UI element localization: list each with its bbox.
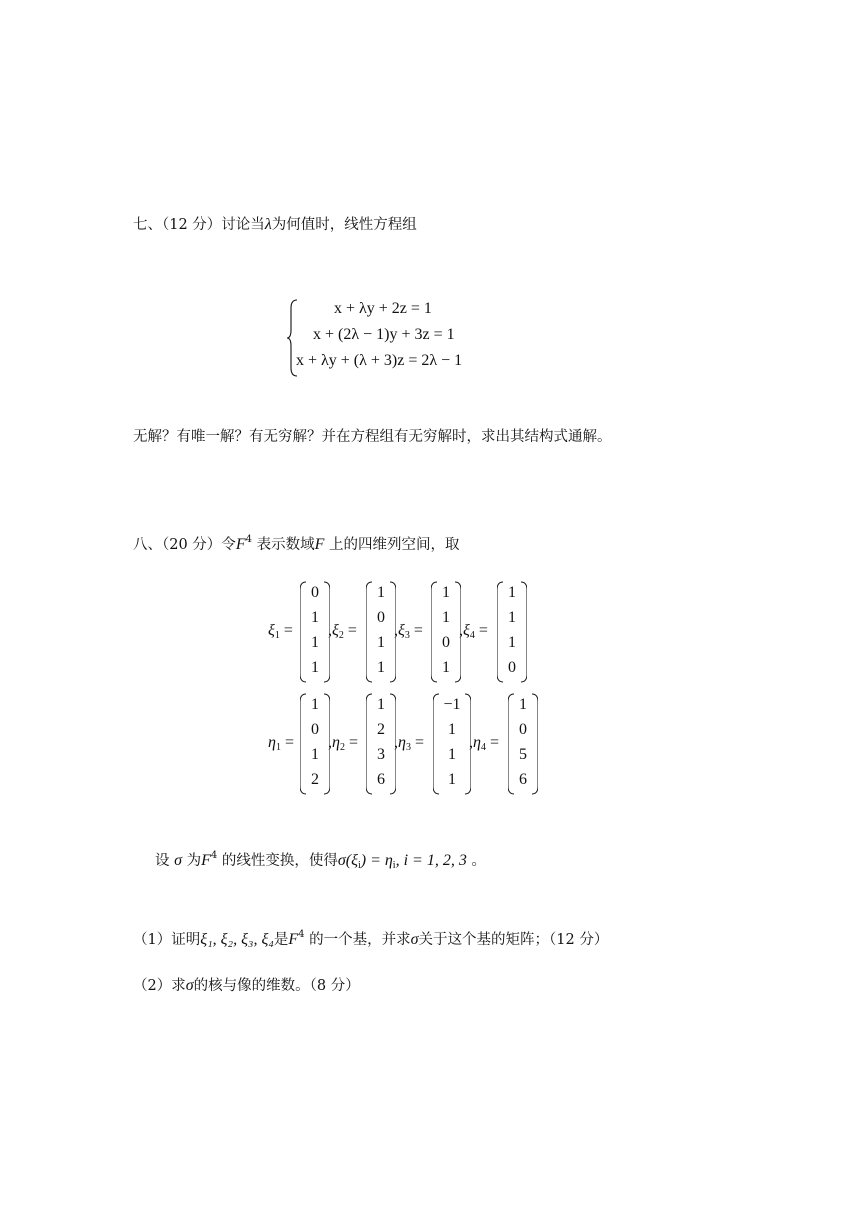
vector-entry: 0	[508, 659, 516, 676]
eta3-label: $,\eta_3$ =	[394, 734, 424, 753]
q8-sup4: 4	[245, 534, 252, 545]
vector-entry: 0	[311, 584, 319, 601]
q7-suffix: 为何值时，线性方程组	[271, 217, 417, 233]
vector-entry: 1	[311, 659, 319, 676]
part1-prefix: （1）证明	[133, 932, 201, 948]
eta1-vector	[300, 692, 330, 796]
vector-entry: 1	[508, 584, 516, 601]
q8-prefix: 八、（20 分）令	[133, 537, 236, 553]
eta3-vector	[433, 692, 471, 796]
q8-mid: 表示数域	[256, 537, 315, 553]
xi1-label: $\xi_1$ =	[268, 622, 293, 641]
vector-entry: 1	[442, 584, 450, 601]
vector-entry: −1	[443, 696, 461, 713]
q8-header	[133, 530, 459, 555]
vector-entry: 1	[311, 634, 319, 651]
vector-entry: 0	[519, 721, 527, 738]
vector-entry: 5	[519, 746, 527, 763]
vector-entry: 3	[377, 746, 385, 763]
q7-header	[133, 215, 417, 235]
q7-question: 无解？有唯一解？有无穷解？并在方程组有无穷解时，求出其结构式通解。	[133, 429, 612, 445]
let-sup4: 4	[210, 850, 218, 861]
q8-F: F	[235, 536, 246, 553]
xi2-vector	[366, 580, 396, 684]
vector-entry: 1	[442, 609, 450, 626]
part1-mid: 是	[273, 932, 289, 948]
vector-entry: 1	[311, 696, 319, 713]
vector-entry: 6	[519, 771, 527, 788]
vector-entry: 1	[442, 659, 450, 676]
equation-3: x + λy + (λ + 3)z = 2λ − 1	[296, 352, 463, 369]
xi2-label: $,\xi_2$ =	[328, 622, 357, 641]
eta4-vector	[508, 692, 538, 796]
vector-entry: 1	[519, 696, 527, 713]
vector-entry: 0	[442, 634, 450, 651]
vector-entry: 6	[377, 771, 385, 788]
vector-entry: 1	[377, 696, 385, 713]
part1-sigma: σ	[410, 931, 419, 948]
part2-suffix: 的核与像的维数。（8 分）	[193, 978, 360, 994]
let-prefix: 设	[155, 853, 170, 869]
part2	[133, 976, 360, 996]
let-end: 。	[471, 853, 486, 869]
part1-sup4: 4	[298, 929, 305, 940]
part2-sigma: σ	[185, 977, 194, 994]
eta2-vector	[366, 692, 396, 796]
xi4-label: $,\xi_4$ =	[459, 622, 488, 641]
eta2-label: $,\eta_2$ =	[328, 734, 358, 753]
sigma-definition	[155, 846, 486, 876]
part1-F: F	[288, 931, 299, 948]
vector-entry: 1	[508, 609, 516, 626]
q8-F2: F	[314, 536, 325, 553]
q7-lambda: λ	[264, 216, 272, 233]
q8-suffix: 上的四维列空间，取	[328, 537, 460, 553]
vector-entry: 1	[448, 721, 456, 738]
xi1-vector	[300, 580, 330, 684]
let-F: F	[201, 852, 211, 869]
vector-entry: 1	[448, 746, 456, 763]
part1-suffix: 关于这个基的矩阵；（12 分）	[418, 932, 609, 948]
sigma-symbol: σ	[174, 852, 182, 869]
equation-system	[286, 298, 486, 378]
vector-entry: 2	[311, 771, 319, 788]
part1-mid2: 的一个基，并求	[309, 932, 411, 948]
eta1-label: $\eta_1$ =	[268, 734, 294, 753]
vector-entry: 1	[377, 659, 385, 676]
q7-prefix: 七、（12 分）讨论当	[133, 217, 265, 233]
part1	[133, 925, 608, 950]
part2-prefix: （2）求	[133, 978, 186, 994]
vector-entry: 1	[448, 771, 456, 788]
vector-entry: 0	[377, 609, 385, 626]
let-suffix: 的线性变换，使得	[221, 853, 338, 869]
let-mid: 为	[186, 853, 202, 869]
vector-entry: 1	[311, 609, 319, 626]
vector-entry: 2	[377, 721, 385, 738]
equation-1: x + λy + 2z = 1	[334, 300, 432, 317]
vector-entry: 1	[377, 634, 385, 651]
map-formula: $\sigma(\xi_i) = \eta_i$, i = 1, 2, 3	[337, 852, 467, 871]
eta4-label: $,\eta_4$ =	[469, 734, 499, 753]
equation-2: x + (2λ − 1)y + 3z = 1	[313, 326, 455, 343]
vector-entry: 1	[508, 634, 516, 651]
xi3-label: $,\xi_3$ =	[394, 622, 423, 641]
vector-entry: 0	[311, 721, 319, 738]
xi4-vector	[497, 580, 527, 684]
vector-entry: 1	[377, 584, 385, 601]
part1-basis: ξ₁, ξ₂, ξ₃, ξ₄	[200, 931, 274, 948]
vector-entry: 1	[311, 746, 319, 763]
xi3-vector	[431, 580, 461, 684]
